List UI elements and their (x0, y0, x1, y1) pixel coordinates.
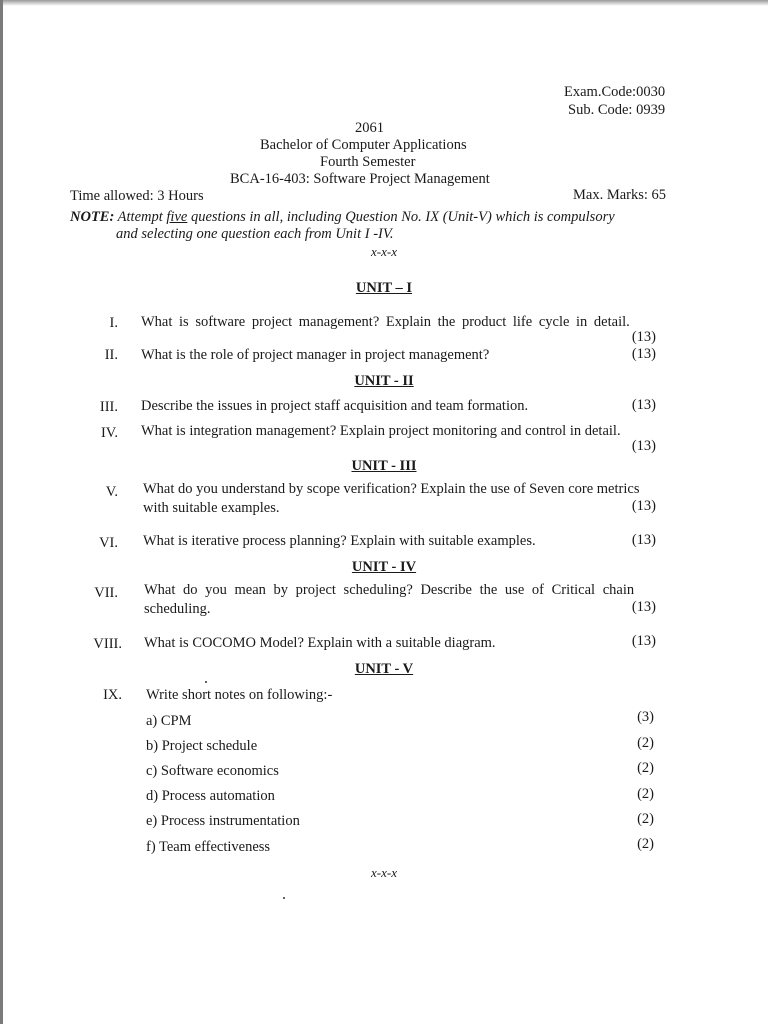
unit-heading: UNIT - III (351, 458, 417, 474)
question-marks: (13) (631, 599, 656, 615)
exam-code: Exam.Code:0030 (564, 84, 666, 100)
short-note-marks: (2) (637, 786, 654, 802)
semester: Fourth Semester (320, 154, 416, 170)
question-text: What do you mean by project scheduling? Describe the use of Critical chain (144, 582, 635, 598)
short-note-item: a) CPM (146, 713, 192, 729)
short-note-marks: (2) (637, 811, 654, 827)
short-note-item: b) Project schedule (146, 738, 258, 754)
unit-heading: UNIT - IV (351, 559, 417, 575)
question-text: What do you understand by scope verification? Explain the use of Seven core metrics (143, 481, 640, 497)
question-text: What is software project management? Explain the product life cycle in detail. (141, 314, 630, 330)
short-note-item: d) Process automation (146, 788, 275, 804)
unit-heading: UNIT – I (355, 280, 413, 296)
paper-number: 2061 (355, 120, 384, 136)
note-text-before: Attempt (114, 209, 167, 225)
question-number: V. (105, 484, 118, 500)
course-title: BCA-16-403: Software Project Management (230, 171, 490, 187)
question-number: IV. (100, 425, 118, 441)
short-note-item: c) Software economics (146, 763, 279, 779)
short-note-marks: (2) (637, 735, 654, 751)
question-marks: (13) (631, 438, 656, 454)
question-marks: (13) (631, 346, 656, 362)
question-number: IX. (103, 687, 122, 703)
question-marks: (13) (631, 532, 656, 548)
question-marks: (13) (631, 498, 656, 514)
question-text: What is iterative process planning? Explain with suitable examples. (143, 533, 536, 549)
note-line-1 (70, 209, 615, 226)
unit-heading: UNIT - V (354, 661, 414, 677)
separator: x-x-x (371, 244, 397, 259)
question-text: Describe the issues in project staff acquisition and team formation. (141, 398, 529, 414)
question-number: III. (99, 399, 118, 415)
question-text: What is integration management? Explain project monitoring and control in detail. (141, 423, 621, 439)
unit-heading: UNIT - II (354, 373, 414, 389)
note-five: five (166, 209, 188, 225)
question-number: VI. (99, 535, 118, 551)
question-marks: (13) (631, 329, 656, 345)
question-number: I. (109, 315, 118, 331)
footer-separator: x-x-x (371, 865, 397, 880)
scan-edge-top (0, 0, 768, 6)
question-text: What is the role of project manager in project management? (141, 347, 490, 363)
note-label: NOTE: (70, 209, 115, 225)
question-number: VIII. (93, 636, 122, 652)
scan-speck (283, 897, 285, 899)
note-line-2: and selecting one question each from Unit I -IV. (116, 226, 394, 242)
max-marks: Max. Marks: 65 (573, 187, 667, 203)
question-number: II. (104, 347, 118, 363)
short-note-marks: (2) (637, 836, 654, 852)
short-note-item: f) Team effectiveness (146, 839, 271, 855)
note-text-after: questions in all, including Question No. IX (Unit-V) which is compulsory (187, 209, 615, 225)
scan-speck (205, 681, 207, 683)
sub-code: Sub. Code: 0939 (568, 102, 666, 118)
programme-title: Bachelor of Computer Applications (260, 137, 467, 153)
question-text: Write short notes on following:- (146, 687, 333, 703)
question-marks: (13) (631, 633, 656, 649)
question-number: VII. (94, 585, 118, 601)
question-text-line-2: with suitable examples. (143, 500, 280, 516)
time-allowed: Time allowed: 3 Hours (70, 188, 204, 204)
question-marks: (13) (631, 397, 656, 413)
short-note-marks: (2) (637, 760, 654, 776)
question-text: What is COCOMO Model? Explain with a suitable diagram. (144, 635, 496, 651)
question-text-line-2: scheduling. (144, 601, 211, 617)
short-note-marks: (3) (637, 709, 654, 725)
short-note-item: e) Process instrumentation (146, 813, 300, 829)
